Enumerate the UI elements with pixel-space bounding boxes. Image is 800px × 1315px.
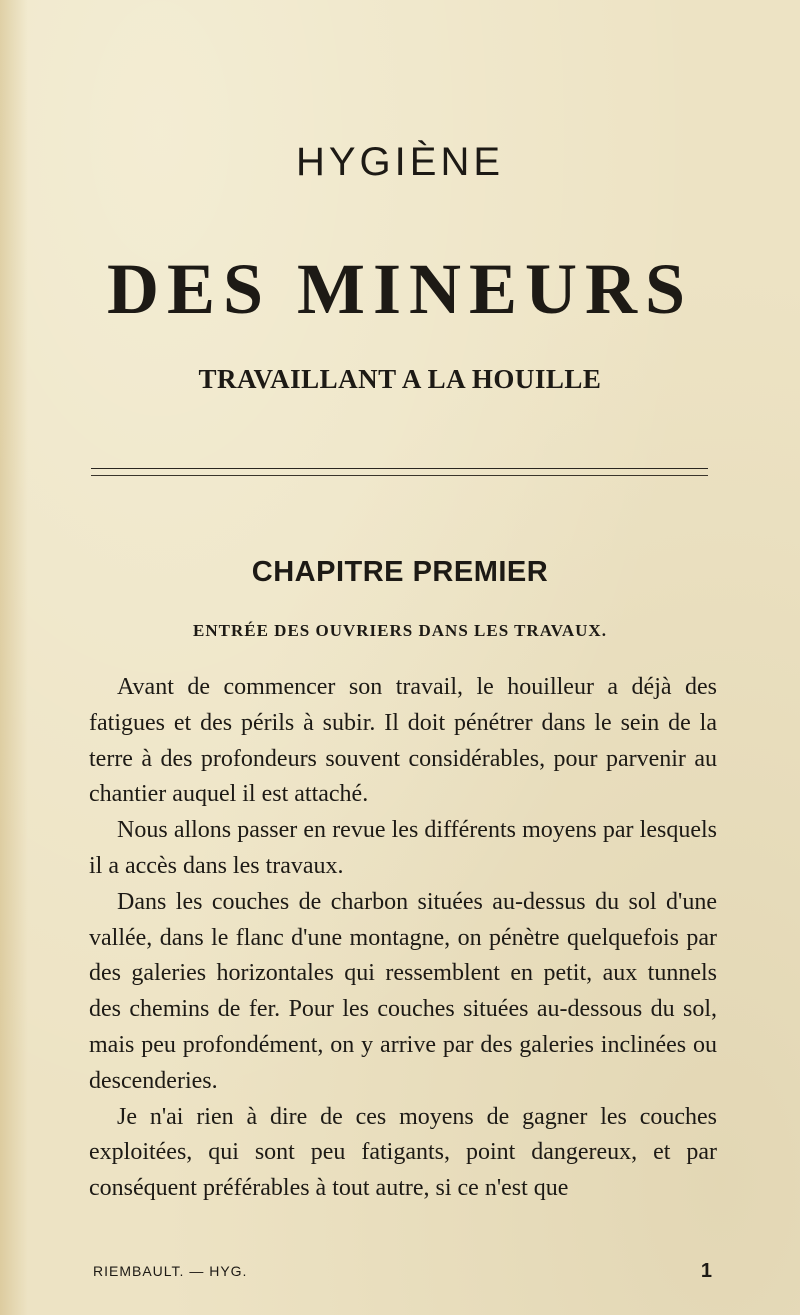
divider-rule (91, 468, 708, 469)
paragraph-4: Je n'ai rien à dire de ces moyens de gagner les couches exploitées, qui sont peu fatigants, point dangereux, et par conséquent préférables à tout autre, si ce n'est que (89, 1103, 717, 1202)
page-footer (93, 1260, 713, 1283)
paragraph-1: Avant de commencer son travail, le houilleur a déjà des fatigues et des périls à subir. Il doit pénétrer dans le sein de la terre à des profondeurs souvent considérables, pour parvenir au chantier auquel il est attaché. (89, 674, 717, 808)
printer-signature: RIEMBAULT. — HYG. (93, 1263, 248, 1279)
sheet-number: 1 (700, 1260, 713, 1282)
chapter-subtitle: ENTRÉE DES OUVRIERS DANS LES TRAVAUX. (193, 621, 607, 640)
title-hygiene: HYGIÈNE (295, 140, 505, 184)
chapter-heading: CHAPITRE PREMIER (251, 556, 549, 588)
title-des-mineurs: DES MINEURS (106, 249, 694, 329)
body-text (89, 670, 717, 1207)
paragraph-2: Nous allons passer en revue les différents moyens par lesquels il a accès dans les travaux. (89, 817, 717, 879)
title-travaillant-a-la-houille: TRAVAILLANT A LA HOUILLE (198, 364, 602, 394)
divider-rule-secondary (91, 475, 708, 476)
page-edge-stain (0, 0, 28, 1315)
paragraph-3: Dans les couches de charbon situées au-dessus du sol d'une vallée, dans le flanc d'une montagne, on pénètre quelquefois par des galeries horizontales qui ressemblent en petit, aux tunnels des chemins de fer. Pour les couches situées au-dessous du sol, mais peu profondément, on y arrive par des galeries inclinées ou descenderies. (89, 888, 717, 1094)
